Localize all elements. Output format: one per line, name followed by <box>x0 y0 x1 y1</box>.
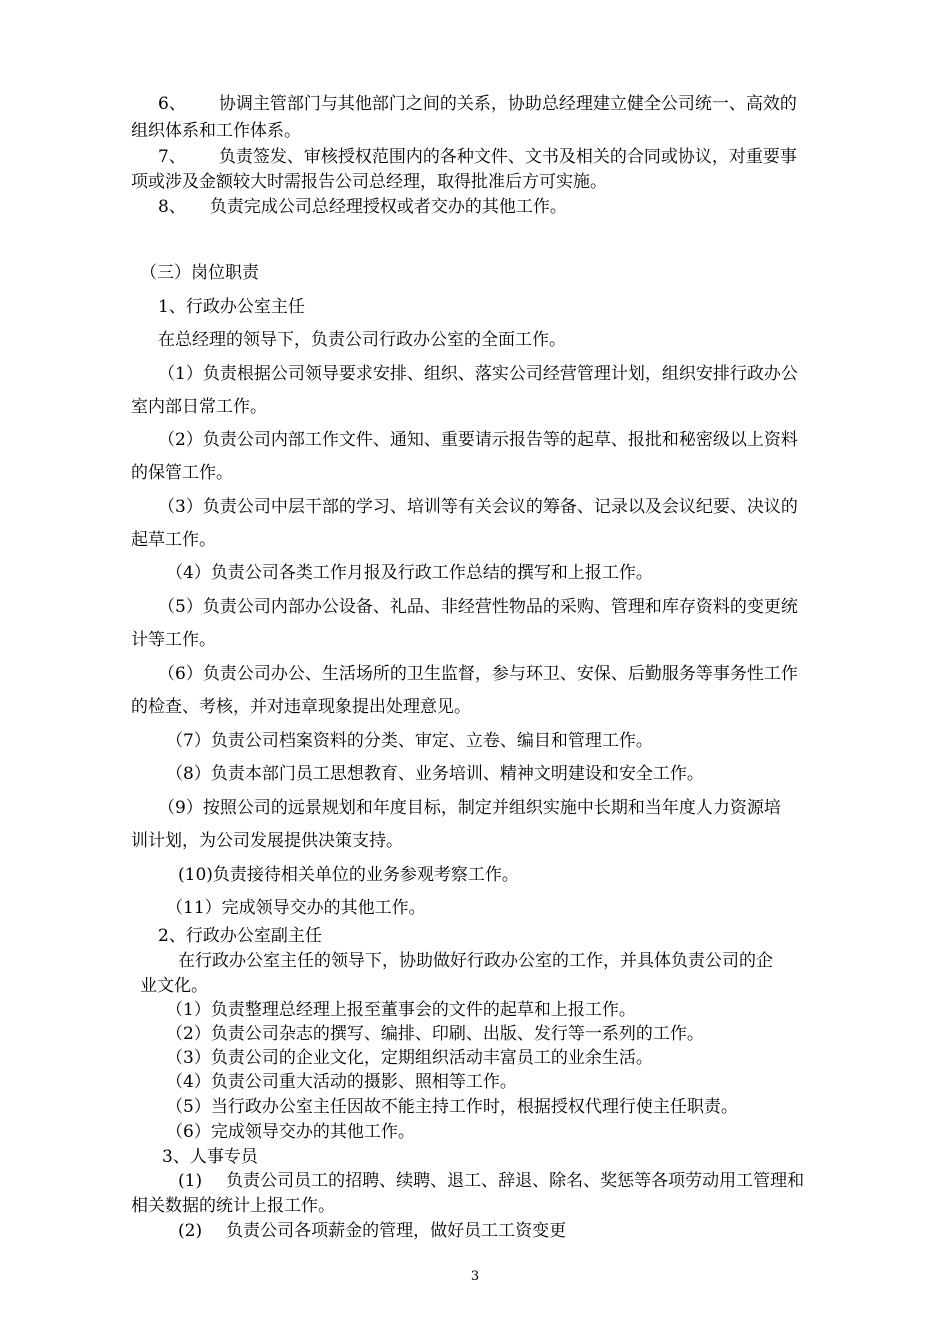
position1-item5-line2: 计等工作。 <box>131 630 216 650</box>
item-8-number: 8、 <box>158 197 186 217</box>
section-title: （三）岗位职责 <box>140 263 259 283</box>
position3-item1-number: (1) <box>178 1171 203 1191</box>
position1-item9-line1: （9）按照公司的远景规划和年度目标，制定并组织实施中长期和当年度人力资源培 <box>158 798 781 818</box>
position2-item2: （2）负责公司杂志的撰写、编排、印刷、出版、发行等一系列的工作。 <box>166 1024 704 1044</box>
position1-item10: (10)负责接待相关单位的业务参观考察工作。 <box>178 865 519 885</box>
position1-item6-line1: （6）负责公司办公、生活场所的卫生监督，参与环卫、安保、后勤服务等事务性工作 <box>158 664 798 684</box>
position2-item3: （3）负责公司的企业文化，定期组织活动丰富员工的业余生活。 <box>166 1048 653 1068</box>
position2-title: 2、行政办公室副主任 <box>158 926 322 946</box>
position3-item1-line1 <box>178 1170 804 1192</box>
position2-item1: （1）负责整理总经理上报至董事会的文件的起草和上报工作。 <box>166 1000 636 1020</box>
position1-item4: （4）负责公司各类工作月报及行政工作总结的撰写和上报工作。 <box>166 563 653 583</box>
page-number: 3 <box>470 1269 480 1284</box>
position2-item6: （6）完成领导交办的其他工作。 <box>166 1122 415 1142</box>
item-6-line1 <box>158 93 797 115</box>
item-6-line2: 组织体系和工作体系。 <box>131 121 301 141</box>
position1-intro: 在总经理的领导下，负责公司行政办公室的全面工作。 <box>158 330 566 350</box>
position1-item1-line2: 室内部日常工作。 <box>131 397 267 417</box>
position1-item5-line1: （5）负责公司内部办公设备、礼品、非经营性物品的采购、管理和库存资料的变更统 <box>158 597 798 617</box>
position2-item4: （4）负责公司重大活动的摄影、照相等工作。 <box>166 1072 517 1092</box>
position3-item2-number: (2) <box>178 1221 203 1241</box>
position1-item11: （11）完成领导交办的其他工作。 <box>166 898 426 918</box>
item-8-line1 <box>158 196 567 218</box>
position3-item1-text: 负责公司员工的招聘、续聘、退工、辞退、除名、奖惩等各项劳动用工管理和 <box>226 1171 805 1191</box>
position1-item2-line1: （2）负责公司内部工作文件、通知、重要请示报告等的起草、报批和秘密级以上资料 <box>158 430 798 450</box>
item-7-line2: 项或涉及金额较大时需报告公司总经理，取得批准后方可实施。 <box>131 172 607 192</box>
position3-title: 3、人事专员 <box>162 1147 258 1167</box>
position1-item2-line2: 的保管工作。 <box>131 463 233 483</box>
position1-item3-line2: 起草工作。 <box>131 530 216 550</box>
position2-intro-line1: 在行政办公室主任的领导下，协助做好行政办公室的工作，并具体负责公司的企 <box>178 951 773 971</box>
position1-title: 1、行政办公室主任 <box>158 297 305 317</box>
position1-item1-line1: （1）负责根据公司领导要求安排、组织、落实公司经营管理计划，组织安排行政办公 <box>158 364 798 384</box>
position1-item7: （7）负责公司档案资料的分类、审定、立卷、编目和管理工作。 <box>166 731 653 751</box>
position3-item2-text: 负责公司各项薪金的管理，做好员工工资变更 <box>226 1221 567 1241</box>
position3-item2-line1 <box>178 1220 566 1242</box>
position1-item9-line2: 训计划，为公司发展提供决策支持。 <box>131 831 403 851</box>
position1-item6-line2: 的检查、考核，并对违章现象提出处理意见。 <box>131 697 471 717</box>
item-6-number: 6、 <box>158 94 186 114</box>
item-7-number: 7、 <box>158 147 186 167</box>
position2-intro-line2: 业文化。 <box>140 976 208 996</box>
position3-item1-line2: 相关数据的统计上报工作。 <box>131 1196 335 1216</box>
position2-item5: （5）当行政办公室主任因故不能主持工作时，根据授权代理行使主任职责。 <box>166 1097 738 1117</box>
item-7-line1 <box>158 146 797 168</box>
item-7-text: 负责签发、审核授权范围内的各种文件、文书及相关的合同或协议，对重要事 <box>218 147 797 167</box>
item-6-text: 协调主管部门与其他部门之间的关系，协助总经理建立健全公司统一、高效的 <box>218 94 797 114</box>
position1-item3-line1: （3）负责公司中层干部的学习、培训等有关会议的筹备、记录以及会议纪要、决议的 <box>158 497 798 517</box>
item-8-text: 负责完成公司总经理授权或者交办的其他工作。 <box>209 197 567 217</box>
position1-item8: （8）负责本部门员工思想教育、业务培训、精神文明建设和安全工作。 <box>166 764 704 784</box>
